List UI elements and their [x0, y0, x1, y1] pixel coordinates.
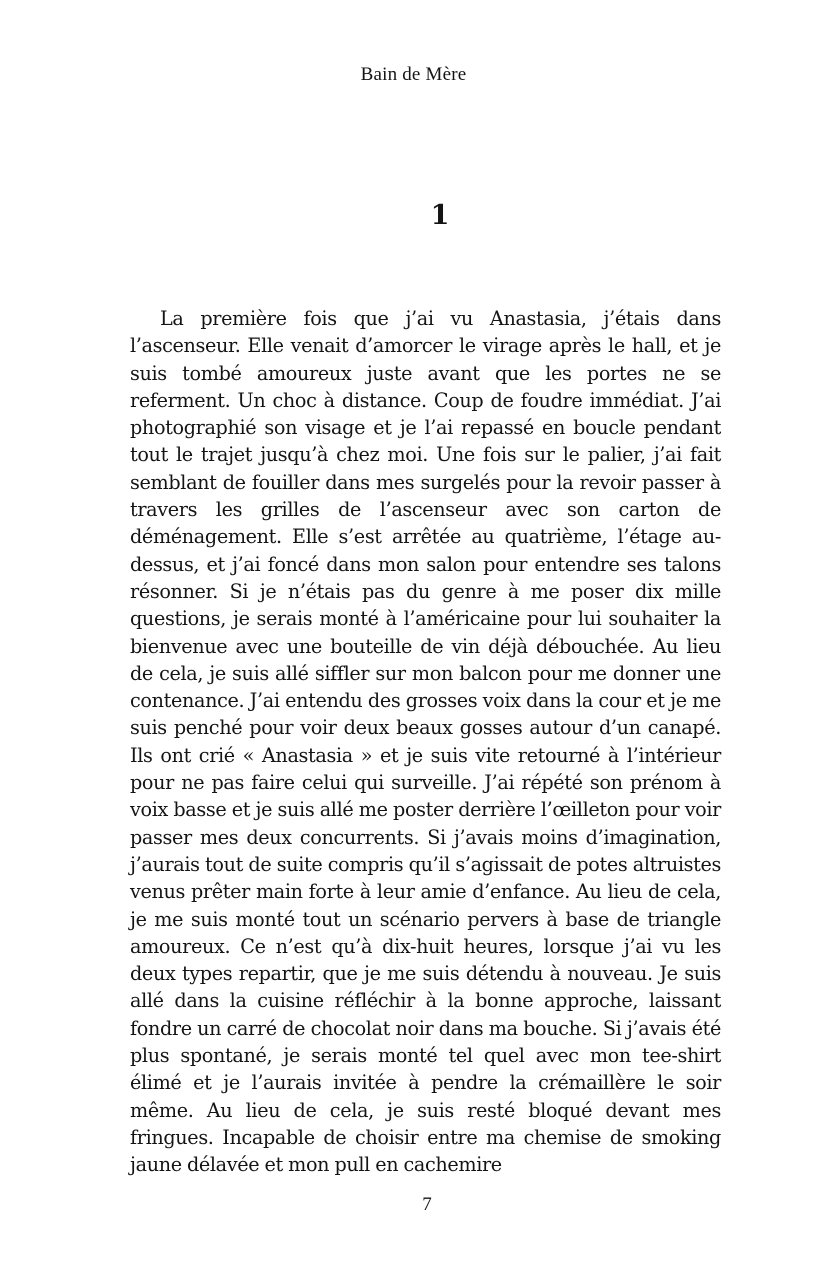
- page-number: 7: [422, 1194, 432, 1215]
- chapter-number: 1: [430, 200, 450, 231]
- body-paragraph: La première fois que j’ai vu Anastasia, j’étais dans l’ascenseur. Elle venait d’amorcer le virage après le hall, et je suis tombé amoureux juste avant que les portes ne se referment. Un choc à distance. Coup de foudre immédiat. J’ai photographié son visage et je l’ai repassé en boucle pendant tout le trajet jusqu’à chez moi. Une fois sur le palier, j’ai fait semblant de fouiller dans mes surgelés pour la revoir passer à travers les grilles de l’ascenseur avec son carton de déménagement. Elle s’est arrêtée au quatrième, l’étage au-dessus, et j’ai foncé dans mon salon pour entendre ses talons résonner. Si je n’étais pas du genre à me poser dix mille questions, je serais monté à l’américaine pour lui souhaiter la bienvenue avec une bouteille de vin déjà débouchée. Au lieu de cela, je suis allé siffler sur mon balcon pour me donner une contenance. J’ai entendu des grosses voix dans la cour et je me suis penché pour voir deux beaux gosses autour d’un canapé. Ils ont crié « Anastasia » et je suis vite retourné à l’intérieur pour ne pas faire celui qui surveille. J’ai répété son prénom à voix basse et je suis allé me poster derrière l’œilleton pour voir passer mes deux concurrents. Si j’avais moins d’imagination, j’aurais tout de suite compris qu’il s’agissait de potes altruistes venus prêter main forte à leur amie d’enfance. Au lieu de cela, je me suis monté tout un scénario pervers à base de triangle amoureux. Ce n’est qu’à dix-huit heures, lorsque j’ai vu les deux types repartir, que je me suis détendu à nouveau. Je suis allé dans la cuisine réfléchir à la bonne approche, laissant fondre un carré de chocolat noir dans ma bouche. Si j’avais été plus spontané, je serais monté tel quel avec mon tee-shirt élimé et je l’aurais invitée à pendre la crémaillère le soir même. Au lieu de cela, je suis resté bloqué devant mes fringues. Incapable de choisir entre ma chemise de smoking jaune délavée et mon pull en cachemire: [130, 307, 721, 1177]
- running-head-title: Bain de Mère: [360, 64, 467, 85]
